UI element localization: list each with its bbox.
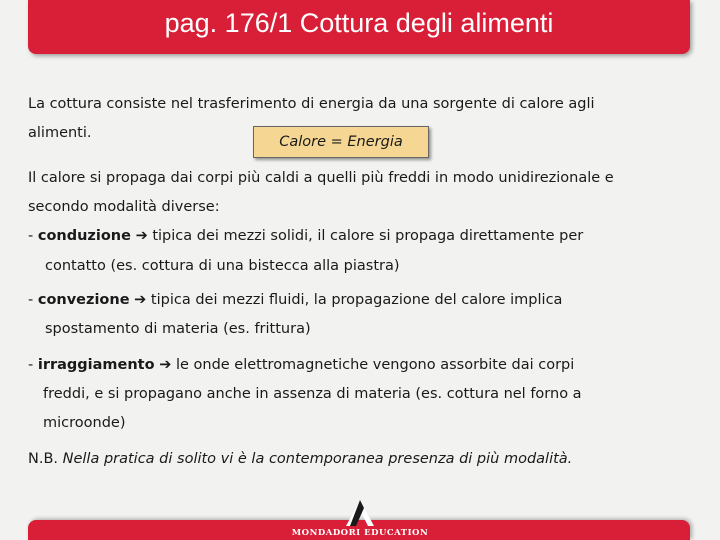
- arrow-icon: ➔: [159, 357, 172, 373]
- mode-term: conduzione: [37, 228, 131, 244]
- propagation-line-2: secondo modalità diverse:: [28, 199, 220, 215]
- formula-box: [253, 126, 429, 158]
- mode-convezione-line-2: spostamento di materia (es. frittura): [45, 321, 311, 337]
- mode-term: convezione: [37, 292, 130, 308]
- arrow-icon: ➔: [134, 292, 147, 308]
- formula-text: Calore = Energia: [279, 134, 403, 150]
- dash: -: [28, 292, 38, 308]
- note: [28, 451, 572, 467]
- intro-line-2: alimenti.: [28, 125, 92, 141]
- propagation-line-1: Il calore si propaga dai corpi più caldi a quelli più freddi in modo unidirezionale e: [28, 170, 614, 186]
- mode-desc: le onde elettromagnetiche vengono assorbite dai corpi: [175, 357, 575, 373]
- dash: -: [28, 357, 38, 373]
- footer-logo-text: MONDADORI EDUCATION: [291, 528, 429, 538]
- dash: -: [28, 228, 38, 244]
- mode-irraggiamento-line-1: [28, 357, 574, 373]
- mode-desc: tipica dei mezzi fluidi, la propagazione del calore implica: [150, 292, 563, 308]
- mode-conduzione-line-1: [28, 228, 583, 244]
- mode-term: irraggiamento: [37, 357, 155, 373]
- mondadori-a-logo-icon: [340, 500, 380, 526]
- mode-desc: tipica dei mezzi solidi, il calore si propaga direttamente per: [152, 228, 584, 244]
- arrow-icon: ➔: [135, 228, 148, 244]
- mode-conduzione-line-2: contatto (es. cottura di una bistecca alla piastra): [45, 258, 400, 274]
- mode-irraggiamento-line-2: freddi, e si propagano anche in assenza di materia (es. cottura nel forno a: [43, 386, 582, 402]
- mode-irraggiamento-line-3: microonde): [43, 415, 126, 431]
- intro-line-1: La cottura consiste nel trasferimento di energia da una sorgente di calore agli: [28, 96, 595, 112]
- mode-convezione-line-1: [28, 292, 562, 308]
- note-prefix: N.B.: [28, 451, 59, 467]
- note-text: Nella pratica di solito vi è la contemporanea presenza di più modalità.: [62, 451, 573, 467]
- page-title: pag. 176/1 Cottura degli alimenti: [164, 8, 554, 38]
